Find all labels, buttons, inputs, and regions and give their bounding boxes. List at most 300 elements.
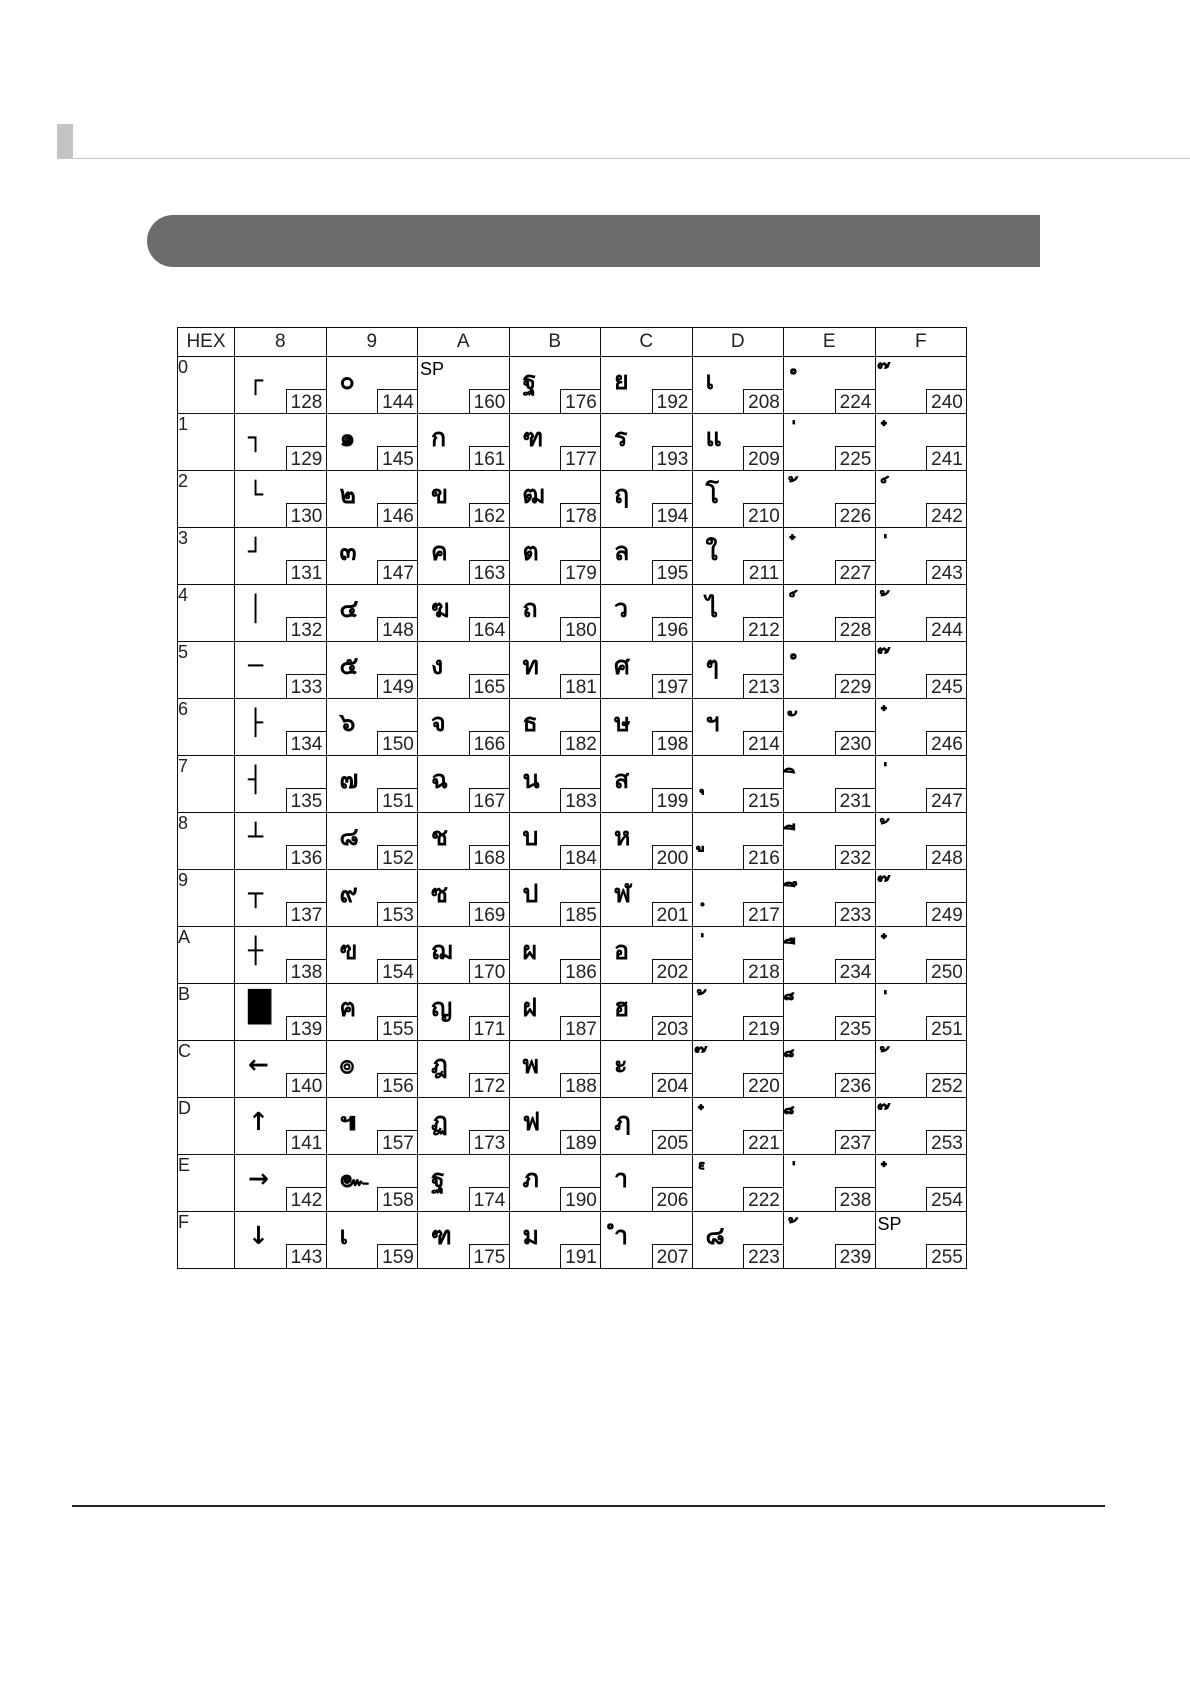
character-glyph: ๓ <box>339 537 357 566</box>
decimal-code: 215 <box>743 788 784 813</box>
decimal-code: 218 <box>743 959 784 984</box>
character-glyph: └ <box>248 480 264 509</box>
code-cell <box>784 1212 876 1269</box>
decimal-code: 170 <box>469 959 510 984</box>
code-cell <box>692 927 784 984</box>
decimal-code: 150 <box>377 731 418 756</box>
code-cell <box>784 642 876 699</box>
code-cell <box>326 414 418 471</box>
decimal-code: 200 <box>652 845 693 870</box>
character-glyph: → <box>248 1164 269 1193</box>
character-glyph: ↓ <box>248 1221 269 1250</box>
decimal-code: 153 <box>377 902 418 927</box>
character-glyph: ↑ <box>248 1107 269 1136</box>
column-header: B <box>509 328 601 357</box>
character-glyph: ๛ <box>339 1164 369 1193</box>
decimal-code: 143 <box>286 1244 327 1269</box>
character-glyph: ฉ <box>431 765 449 794</box>
row-header: F <box>178 1212 235 1269</box>
code-cell <box>692 756 784 813</box>
code-cell <box>326 756 418 813</box>
code-cell <box>601 1041 693 1098</box>
code-cell <box>509 870 601 927</box>
decimal-code: 186 <box>560 959 601 984</box>
decimal-code: 177 <box>560 446 601 471</box>
code-cell <box>875 870 967 927</box>
character-glyph: ๐ <box>339 366 355 395</box>
code-cell <box>235 756 327 813</box>
character-glyph: ← <box>248 1050 269 1079</box>
code-cell <box>235 471 327 528</box>
code-cell <box>326 984 418 1041</box>
code-cell <box>418 984 510 1041</box>
character-glyph: ┼ <box>248 936 264 965</box>
decimal-code: 201 <box>652 902 693 927</box>
code-cell <box>601 642 693 699</box>
code-cell <box>692 813 784 870</box>
decimal-code: 139 <box>286 1016 327 1041</box>
decimal-code: 228 <box>835 617 876 642</box>
character-glyph: ๚ <box>339 1107 357 1136</box>
character-glyph: ถ <box>522 594 538 623</box>
code-cell <box>418 471 510 528</box>
character-glyph: ต <box>522 537 539 566</box>
code-cell <box>418 357 510 414</box>
table-row <box>178 414 967 471</box>
code-cell <box>784 1041 876 1098</box>
code-cell <box>509 813 601 870</box>
code-cell <box>692 414 784 471</box>
table-row <box>178 699 967 756</box>
code-cell <box>875 1155 967 1212</box>
character-glyph: ฑ <box>522 423 544 452</box>
code-cell <box>601 699 693 756</box>
decimal-code: 211 <box>743 560 784 585</box>
decimal-code: 241 <box>926 446 967 471</box>
code-cell <box>509 414 601 471</box>
decimal-code: 145 <box>377 446 418 471</box>
row-header: 9 <box>178 870 235 927</box>
character-glyph: ๆ <box>705 651 719 680</box>
table-row <box>178 813 967 870</box>
character-glyph: ฐ <box>522 366 537 395</box>
code-cell <box>692 528 784 585</box>
decimal-code: 227 <box>835 560 876 585</box>
decimal-code: 148 <box>377 617 418 642</box>
decimal-code: 193 <box>652 446 693 471</box>
decimal-code: 246 <box>926 731 967 756</box>
code-cell <box>784 1098 876 1155</box>
code-cell <box>509 1155 601 1212</box>
decimal-code: 238 <box>835 1187 876 1212</box>
character-glyph: ๗ <box>339 765 359 794</box>
decimal-code: 239 <box>835 1244 876 1269</box>
decimal-code: 182 <box>560 731 601 756</box>
decimal-code: 147 <box>377 560 418 585</box>
code-cell <box>418 1041 510 1098</box>
decimal-code: 144 <box>377 389 418 414</box>
column-header: A <box>418 328 510 357</box>
character-glyph: ซ <box>431 879 448 908</box>
decimal-code: 204 <box>652 1073 693 1098</box>
code-cell <box>784 756 876 813</box>
decimal-code: 223 <box>743 1244 784 1269</box>
character-code-table <box>177 327 967 1269</box>
code-cell <box>692 585 784 642</box>
row-header: 0 <box>178 357 235 414</box>
character-glyph: ใ <box>705 537 718 566</box>
code-cell <box>235 813 327 870</box>
decimal-code: 203 <box>652 1016 693 1041</box>
code-cell <box>784 414 876 471</box>
character-glyph: ห <box>614 822 631 851</box>
character-glyph: โ <box>705 480 719 509</box>
character-glyph: ก <box>431 423 447 452</box>
code-cell <box>509 1041 601 1098</box>
code-cell <box>509 756 601 813</box>
code-cell <box>418 1212 510 1269</box>
decimal-code: 131 <box>286 560 327 585</box>
code-cell <box>326 1212 418 1269</box>
code-cell <box>875 927 967 984</box>
character-glyph: เ <box>339 1221 349 1250</box>
column-header: C <box>601 328 693 357</box>
decimal-code: 166 <box>469 731 510 756</box>
character-glyph: ฮ <box>614 993 630 1022</box>
character-glyph: แ <box>705 423 722 452</box>
character-glyph: ร <box>614 423 628 452</box>
decimal-code: 232 <box>835 845 876 870</box>
character-glyph: ฟ <box>522 1107 541 1136</box>
row-header: 5 <box>178 642 235 699</box>
code-cell <box>601 813 693 870</box>
character-glyph: ๖ <box>339 708 356 737</box>
character-glyph: ว <box>614 594 629 623</box>
character-glyph: ล <box>614 537 630 566</box>
decimal-code: 236 <box>835 1073 876 1098</box>
decimal-code: 188 <box>560 1073 601 1098</box>
table-row <box>178 642 967 699</box>
code-cell <box>875 642 967 699</box>
decimal-code: 192 <box>652 389 693 414</box>
character-glyph: ง <box>431 651 444 680</box>
code-cell <box>784 471 876 528</box>
decimal-code: 142 <box>286 1187 327 1212</box>
decimal-code: 185 <box>560 902 601 927</box>
decimal-code: 196 <box>652 617 693 642</box>
character-glyph: ฤ <box>614 480 630 509</box>
decimal-code: 209 <box>743 446 784 471</box>
decimal-code: 251 <box>926 1016 967 1041</box>
code-cell <box>692 870 784 927</box>
code-cell <box>326 870 418 927</box>
decimal-code: 184 <box>560 845 601 870</box>
decimal-code: 252 <box>926 1073 967 1098</box>
decimal-code: 206 <box>652 1187 693 1212</box>
code-cell <box>235 642 327 699</box>
code-cell <box>509 528 601 585</box>
code-cell <box>784 927 876 984</box>
footer-rule <box>72 1505 1105 1507</box>
character-glyph: พ <box>522 1050 539 1079</box>
code-cell <box>235 699 327 756</box>
decimal-code: 194 <box>652 503 693 528</box>
header-rule <box>57 158 1190 159</box>
character-glyph: ๏ <box>339 1050 355 1079</box>
code-cell <box>601 927 693 984</box>
decimal-code: 151 <box>377 788 418 813</box>
character-glyph: ๘ <box>705 1221 725 1250</box>
decimal-code: 248 <box>926 845 967 870</box>
code-cell <box>235 927 327 984</box>
code-cell <box>784 528 876 585</box>
character-glyph: น <box>522 765 540 794</box>
decimal-code: 249 <box>926 902 967 927</box>
decimal-code: 135 <box>286 788 327 813</box>
character-glyph: ┐ <box>248 423 264 452</box>
code-cell <box>784 585 876 642</box>
decimal-code: 235 <box>835 1016 876 1041</box>
decimal-code: 210 <box>743 503 784 528</box>
code-cell <box>326 927 418 984</box>
decimal-code: 208 <box>743 389 784 414</box>
code-cell <box>326 1155 418 1212</box>
decimal-code: 169 <box>469 902 510 927</box>
code-cell <box>326 642 418 699</box>
code-cell <box>326 585 418 642</box>
decimal-code: 191 <box>560 1244 601 1269</box>
table-row <box>178 870 967 927</box>
code-cell <box>692 1212 784 1269</box>
code-cell <box>326 699 418 756</box>
character-glyph: ค <box>431 537 448 566</box>
code-cell <box>509 984 601 1041</box>
decimal-code: 212 <box>743 617 784 642</box>
decimal-code: 234 <box>835 959 876 984</box>
decimal-code: 149 <box>377 674 418 699</box>
character-glyph: ย <box>614 366 629 395</box>
decimal-code: 240 <box>926 389 967 414</box>
code-cell <box>601 1212 693 1269</box>
code-cell <box>784 984 876 1041</box>
column-header: E <box>784 328 876 357</box>
column-header: 8 <box>235 328 327 357</box>
row-header: 4 <box>178 585 235 642</box>
table-row <box>178 756 967 813</box>
code-cell <box>692 699 784 756</box>
decimal-code: 155 <box>377 1016 418 1041</box>
code-cell <box>601 357 693 414</box>
decimal-code: 237 <box>835 1130 876 1155</box>
decimal-code: 176 <box>560 389 601 414</box>
decimal-code: 219 <box>743 1016 784 1041</box>
code-cell <box>875 528 967 585</box>
code-cell <box>509 585 601 642</box>
code-cell <box>875 585 967 642</box>
decimal-code: 253 <box>926 1130 967 1155</box>
character-glyph: ป <box>522 879 539 908</box>
character-glyph: ฐ <box>431 1164 445 1193</box>
decimal-code: 217 <box>743 902 784 927</box>
character-glyph: ฃ <box>339 936 358 965</box>
decimal-code: 160 <box>469 389 510 414</box>
decimal-code: 225 <box>835 446 876 471</box>
code-cell <box>601 471 693 528</box>
row-header: 6 <box>178 699 235 756</box>
character-glyph: ช <box>431 822 448 851</box>
code-cell <box>509 699 601 756</box>
decimal-code: 132 <box>286 617 327 642</box>
code-cell <box>692 1041 784 1098</box>
character-glyph: ษ <box>614 708 631 737</box>
decimal-code: 213 <box>743 674 784 699</box>
character-glyph: ┤ <box>248 765 264 794</box>
code-cell <box>235 1155 327 1212</box>
decimal-code: 173 <box>469 1130 510 1155</box>
character-glyph: ๙ <box>339 879 358 908</box>
character-glyph: ๔ <box>339 594 359 623</box>
character-glyph: ธ <box>522 708 538 737</box>
table-row <box>178 1098 967 1155</box>
character-glyph: เ <box>705 366 715 395</box>
decimal-code: 156 <box>377 1073 418 1098</box>
row-header: 8 <box>178 813 235 870</box>
character-glyph: │ <box>248 594 264 623</box>
decimal-code: 159 <box>377 1244 418 1269</box>
decimal-code: 137 <box>286 902 327 927</box>
character-glyph: ฎ <box>431 1050 448 1079</box>
table-row <box>178 585 967 642</box>
code-cell <box>418 585 510 642</box>
code-cell <box>875 1212 967 1269</box>
character-glyph: ฯ <box>705 708 720 737</box>
decimal-code: 162 <box>469 503 510 528</box>
hex-header: HEX <box>178 328 235 357</box>
code-cell <box>235 528 327 585</box>
code-cell <box>326 1041 418 1098</box>
decimal-code: 146 <box>377 503 418 528</box>
row-header: E <box>178 1155 235 1212</box>
character-glyph: ำ <box>614 1221 629 1250</box>
character-glyph: ┴ <box>248 822 264 851</box>
code-cell <box>784 357 876 414</box>
decimal-code: 195 <box>652 560 693 585</box>
decimal-code: 179 <box>560 560 601 585</box>
decimal-code: 233 <box>835 902 876 927</box>
decimal-code: 250 <box>926 959 967 984</box>
section-banner <box>147 215 1040 267</box>
decimal-code: 172 <box>469 1073 510 1098</box>
decimal-code: 226 <box>835 503 876 528</box>
code-cell <box>875 471 967 528</box>
decimal-code: 229 <box>835 674 876 699</box>
decimal-code: 130 <box>286 503 327 528</box>
decimal-code: 245 <box>926 674 967 699</box>
code-cell <box>326 357 418 414</box>
character-glyph: จ <box>431 708 446 737</box>
decimal-code: 181 <box>560 674 601 699</box>
character-glyph: ฑ <box>431 1221 452 1250</box>
table-row <box>178 927 967 984</box>
code-cell <box>784 1155 876 1212</box>
code-cell <box>875 756 967 813</box>
table-row <box>178 528 967 585</box>
column-header: 9 <box>326 328 418 357</box>
code-cell <box>784 813 876 870</box>
decimal-code: 178 <box>560 503 601 528</box>
character-glyph: ├ <box>248 708 264 737</box>
decimal-code: 221 <box>743 1130 784 1155</box>
column-header: F <box>875 328 967 357</box>
decimal-code: 134 <box>286 731 327 756</box>
decimal-code: 230 <box>835 731 876 756</box>
code-cell <box>692 1098 784 1155</box>
decimal-code: 242 <box>926 503 967 528</box>
code-cell <box>326 528 418 585</box>
code-cell <box>235 984 327 1041</box>
character-glyph: ญ <box>431 993 453 1022</box>
code-cell <box>418 414 510 471</box>
code-cell <box>418 642 510 699</box>
decimal-code: 171 <box>469 1016 510 1041</box>
table-row <box>178 1212 967 1269</box>
code-cell <box>509 1098 601 1155</box>
row-header: A <box>178 927 235 984</box>
decimal-code: 189 <box>560 1130 601 1155</box>
decimal-code: 133 <box>286 674 327 699</box>
row-header: D <box>178 1098 235 1155</box>
code-cell <box>509 642 601 699</box>
character-glyph: ม <box>522 1221 539 1250</box>
table-row <box>178 1041 967 1098</box>
character-glyph: ๘ <box>339 822 359 851</box>
decimal-code: 243 <box>926 560 967 585</box>
code-cell <box>692 1155 784 1212</box>
code-cell <box>418 870 510 927</box>
code-cell <box>235 870 327 927</box>
code-cell <box>418 1098 510 1155</box>
character-glyph: ┘ <box>248 537 264 566</box>
character-glyph: ภ <box>522 1164 539 1193</box>
code-cell <box>235 414 327 471</box>
decimal-code: 199 <box>652 788 693 813</box>
decimal-code: 231 <box>835 788 876 813</box>
code-cell <box>875 357 967 414</box>
code-cell <box>601 870 693 927</box>
code-cell <box>601 585 693 642</box>
character-glyph: ฝ <box>522 993 538 1022</box>
table-row <box>178 1155 967 1212</box>
character-glyph: ไ <box>705 594 719 623</box>
code-cell <box>601 1098 693 1155</box>
row-header: 3 <box>178 528 235 585</box>
decimal-code: 128 <box>286 389 327 414</box>
character-glyph: ฬ <box>614 879 632 908</box>
code-cell <box>601 1155 693 1212</box>
code-cell <box>784 870 876 927</box>
decimal-code: 154 <box>377 959 418 984</box>
decimal-code: 247 <box>926 788 967 813</box>
decimal-code: 163 <box>469 560 510 585</box>
decimal-code: 141 <box>286 1130 327 1155</box>
character-glyph: ┌ <box>248 366 264 395</box>
decimal-code: 174 <box>469 1187 510 1212</box>
decimal-code: 190 <box>560 1187 601 1212</box>
decimal-code: 216 <box>743 845 784 870</box>
decimal-code: 255 <box>926 1244 967 1269</box>
decimal-code: 197 <box>652 674 693 699</box>
table-body <box>178 357 967 1269</box>
